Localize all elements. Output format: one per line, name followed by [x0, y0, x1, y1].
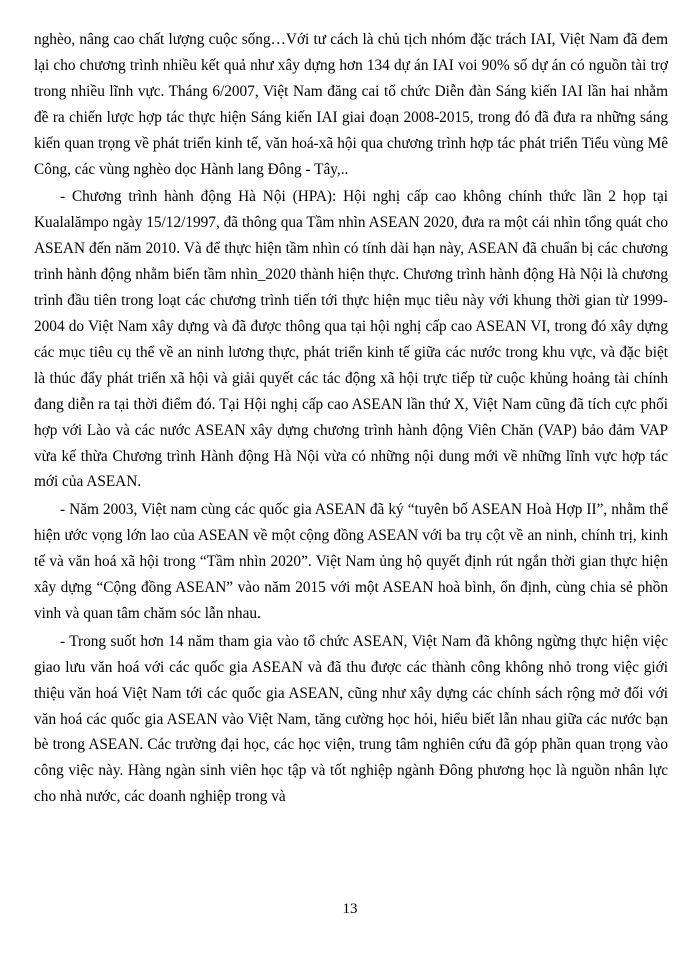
paragraph-asean-concord-ii: - Năm 2003, Việt nam cùng các quốc gia ASEAN đã ký “tuyên bố ASEAN Hoà Hợp II”, nhằm thể hiện ước vọng lớn lao của ASEAN về một cộng đồng ASEAN với ba trụ cột về an ninh, chính trị, kinh tế và văn hoá xã hội trong “Tầm nhìn 2020”. Việt Nam ủng hộ quyết định rút ngắn thời gian thực hiện xây dựng “Cộng đồng ASEAN” vào năm 2015 với một ASEAN hoà bình, ổn định, cùng chia sẻ phồn vinh và quan tâm chăm sóc lẫn nhau.	[34, 501, 668, 622]
page-number: 13	[342, 901, 358, 917]
paragraph-cultural-exchange: - Trong suốt hơn 14 năm tham gia vào tổ chức ASEAN, Việt Nam đã không ngừng thực hiện việc giao lưu văn hoá với các quốc gia ASEAN và đã thu được các thành công không nhỏ trong việc giới thiệu văn hoá Việt Nam tới các quốc gia ASEAN, cũng như xây dựng các chính sách rộng mở đối với văn hoá các quốc gia ASEAN vào Việt Nam, tăng cường học hỏi, hiểu biết lẫn nhau giữa các nước bạn bè trong ASEAN. Các trường đại học, các học viện, trung tâm nghiên cứu đã góp phần quan trọng vào công việc này. Hàng ngàn sinh viên học tập và tốt nghiệp ngành Đông phương học là nguồn nhân lực cho nhà nước, các doanh nghiệp trong và	[34, 632, 668, 806]
paragraph-hanoi-action-plan: - Chương trình hành động Hà Nội (HPA): Hội nghị cấp cao không chính thức lần 2 họp tại Kualalămpo ngày 15/12/1997, đã thông qua Tầm nhìn ASEAN 2020, đưa ra một cái nhìn tổng quát cho ASEAN đến năm 2010. Và để thực hiện tầm nhìn có tính dài hạn này, ASEAN đã chuẩn bị các chương trình hành động nhằm biến tầm nhìn_2020 thành hiện thực. Chương trình hành động Hà Nội là chương trình đầu tiên trong loạt các chương trình tiến tới thực hiện mục tiêu này với khung thời gian từ 1999-2004 do Việt Nam xây dựng và đã được thông qua tại hội nghị cấp cao ASEAN VI, trong đó xây dựng các mục tiêu cụ thể về an ninh lương thực, phát triển kinh tế giữa các nước trong khu vực, và đặc biệt là thúc đẩy phát triển xã hội và giải quyết các tác động xã hội trực tiếp từ cuộc khủng hoảng tài chính đang diễn ra tại thời điểm đó. Tại Hội nghị cấp cao ASEAN lần thứ X, Việt Nam cũng đã tích cực phối hợp với Lào và các nước ASEAN xây dựng chương trình hành động Viên Chăn (VAP) bảo đảm VAP vừa kế thừa Chương trình Hành động Hà Nội vừa có những nội dung mới về những lĩnh vực hợp tác mới của ASEAN.	[34, 188, 668, 491]
paragraph-iai-continuation: nghèo, nâng cao chất lượng cuộc sống…Với tư cách là chủ tịch nhóm đặc trách IAI, Việt Nam đã đem lại cho chương trình nhiều kết quả như xây dựng hơn 134 dự án IAI voi 90% số dự án có nguồn tài trợ trong nhiều lĩnh vực. Tháng 6/2007, Việt Nam đăng cai tổ chức Diễn đàn Sáng kiến IAI lần hai nhằm đề ra chiến lược hợp tác thực hiện Sáng kiến IAI giai đoạn 2008-2015, trong đó đã đưa ra những sáng kiến quan trọng về phát triển kinh tế, văn hoá-xã hội qua chương trình hợp tác phát triển Tiểu vùng Mê Công, các vùng nghèo dọc Hành lang Đông - Tây,..	[34, 31, 668, 178]
document-page	[34, 27, 668, 810]
